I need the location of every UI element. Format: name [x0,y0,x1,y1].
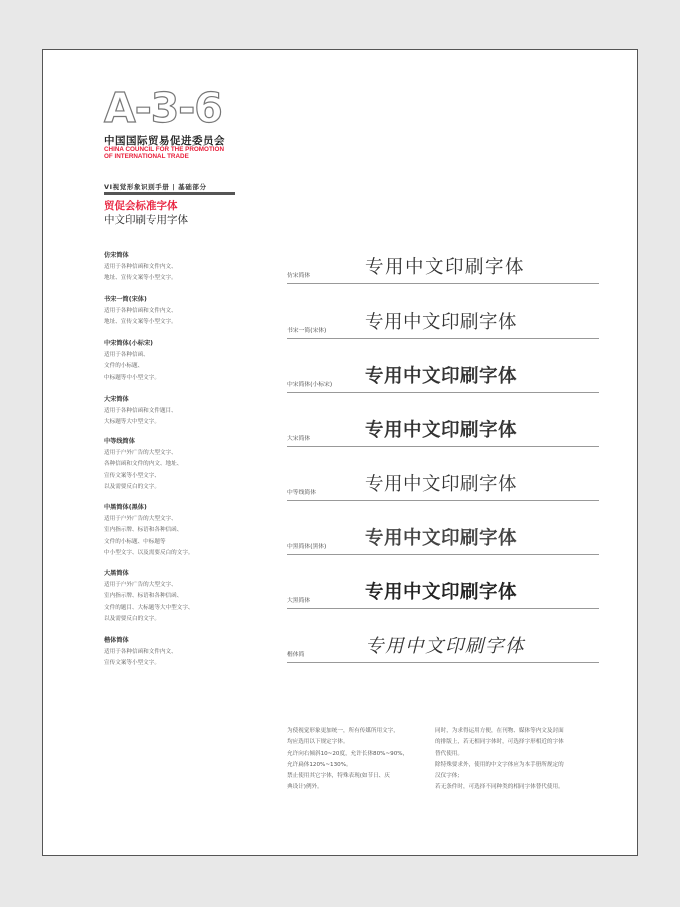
font-sample-label: 中等线简体 [287,490,316,496]
font-description [104,339,160,384]
font-description-line: 大标题等大中型文字。 [104,419,160,426]
font-description [104,295,177,329]
font-sample-label: 仿宋简体 [287,273,311,279]
font-description-line: 适用于各种信函和文件内文、 [104,264,177,270]
font-description-line: 文件的题目、大标题等大中型文字、 [104,604,194,611]
org-name-en [104,146,254,160]
font-description-line: 适用于各种信函和文件内文、 [104,649,177,655]
font-description-line: 以及需要反白的文字。 [104,483,160,490]
font-description-line: 适用于户外广告的大型文字、 [104,516,177,522]
manual-title: VI视觉形象识别手册 | 基础部分 [104,183,207,191]
font-sample-label: 大黑简体 [287,598,311,604]
font-sample-row [287,500,599,555]
usage-note-line: 允许向右倾斜10~20度，允许长体80%~90%， [287,750,409,757]
font-sample-row [287,229,599,284]
org-name-en-line: OF INTERNATIONAL TRADE [104,153,189,161]
font-description-line: 各种信函和文件的内文、地址、 [104,461,183,468]
font-sample-row [287,608,599,663]
font-description-title: 大宋简体 [104,396,129,403]
font-description-line: 以及需要反白的文字。 [104,615,160,622]
font-description-line: 文件的小标题、中标题等 [104,538,166,545]
font-description-line: 适用于各种信函和文件内文、 [104,308,177,314]
font-sample-text: 专用中文印刷字体 [365,257,526,278]
font-description [104,569,194,625]
font-description-line: 适用于户外广告的大型文字、 [104,450,177,456]
font-description-title: 中宋简体(小标宋) [104,340,153,347]
usage-note-line: 允许扁体120%~130%。 [287,761,352,768]
font-sample-text: 专用中文印刷字体 [365,420,518,441]
font-sample-label: 大宋简体 [287,436,311,442]
font-sample-row [287,446,599,501]
font-sample-text: 专用中文印刷字体 [365,528,518,549]
font-description-line: 地址、宣传文案等小型文字。 [104,275,177,282]
font-sample-label: 楷体简 [287,652,305,658]
section-code: A-3-6 [104,84,222,132]
font-sample-label: 中黑简体(黑体) [287,544,327,550]
usage-note-right [435,726,587,794]
font-sample-row [287,392,599,447]
font-description-line: 室内指示牌、标语和各种信函、 [104,527,183,534]
font-description-line: 适用于各种信函和文件题目、 [104,408,177,414]
subtitle-red: 贸促会标准字体 [104,200,178,212]
usage-note-line: 汉仪字体; [435,773,460,780]
font-sample-label: 中宋简体(小标宋) [287,382,333,388]
usage-note-line: 典设计)例外。 [287,784,323,791]
font-sample-row [287,284,599,339]
font-description-line: 适用于户外广告的大型文字、 [104,582,177,588]
font-sample-row [287,338,599,393]
font-sample-text: 专用中文印刷字体 [365,366,518,387]
font-sample-row [287,554,599,609]
font-description-title: 大黑简体 [104,570,129,577]
font-description-title: 中黑简体(黑体) [104,504,147,511]
font-sample-label: 书宋一简(宋体) [287,328,327,334]
usage-note-line: 的排版上，若无相同字体时，可选择字形相近的字体 [435,739,564,746]
font-description [104,636,177,670]
font-description [104,395,177,429]
usage-note-line: 除特殊要求外，使用的中文字体应为本手册所规定的 [435,761,564,768]
font-description-line: 地址、宣传文案等小型文字。 [104,319,177,326]
font-description-line: 宣传文案等小型文字、 [104,472,160,479]
font-description [104,437,182,493]
font-sample-text: 专用中文印刷字体 [365,312,518,333]
usage-note-line: 若无条件时，可选择不同种类的相同字体替代使用。 [435,784,564,791]
font-description-line: 室内指示牌、标语和各种信函、 [104,593,183,600]
subtitle-black: 中文印刷专用字体 [104,214,188,226]
usage-note-left [287,726,439,794]
font-sample-text: 专用中文印刷字体 [365,636,526,657]
font-description-title: 楷体简体 [104,637,129,644]
font-description-title: 中等线简体 [104,438,135,445]
usage-note-line: 为使视觉形象更加统一，所有传媒所用文字， [287,728,399,734]
usage-note-line: 均应选用以下规定字体。 [287,739,349,746]
font-description [104,503,194,559]
manual-page [42,49,638,856]
font-sample-text: 专用中文印刷字体 [365,582,518,603]
font-sample-text: 专用中文印刷字体 [365,474,518,495]
font-description-title: 书宋一简(宋体) [104,296,147,303]
usage-note-line: 替代使用。 [435,750,463,757]
font-description-line: 宣传文案等小型文字。 [104,660,160,667]
font-description-title: 仿宋简体 [104,252,129,259]
font-description-line: 中小型文字、以及需要反白的文字。 [104,549,194,556]
font-description-line: 中标题等中小型文字。 [104,374,160,381]
org-name-en-line: CHINA COUNCIL FOR THE PROMOTION [104,146,224,153]
usage-note-line: 同时，为求得运用方便，在刊物、媒体等内文及封面 [435,728,564,734]
font-description-line: 适用于各种信函、 [104,352,149,358]
font-description-line: 文件的小标题、 [104,363,144,370]
font-description [104,251,177,285]
usage-note-line: 禁止使用其它字体，特殊表现(如节日、庆 [287,773,390,780]
title-underline [104,192,235,195]
org-name-cn: 中国国际贸易促进委员会 [104,135,225,147]
